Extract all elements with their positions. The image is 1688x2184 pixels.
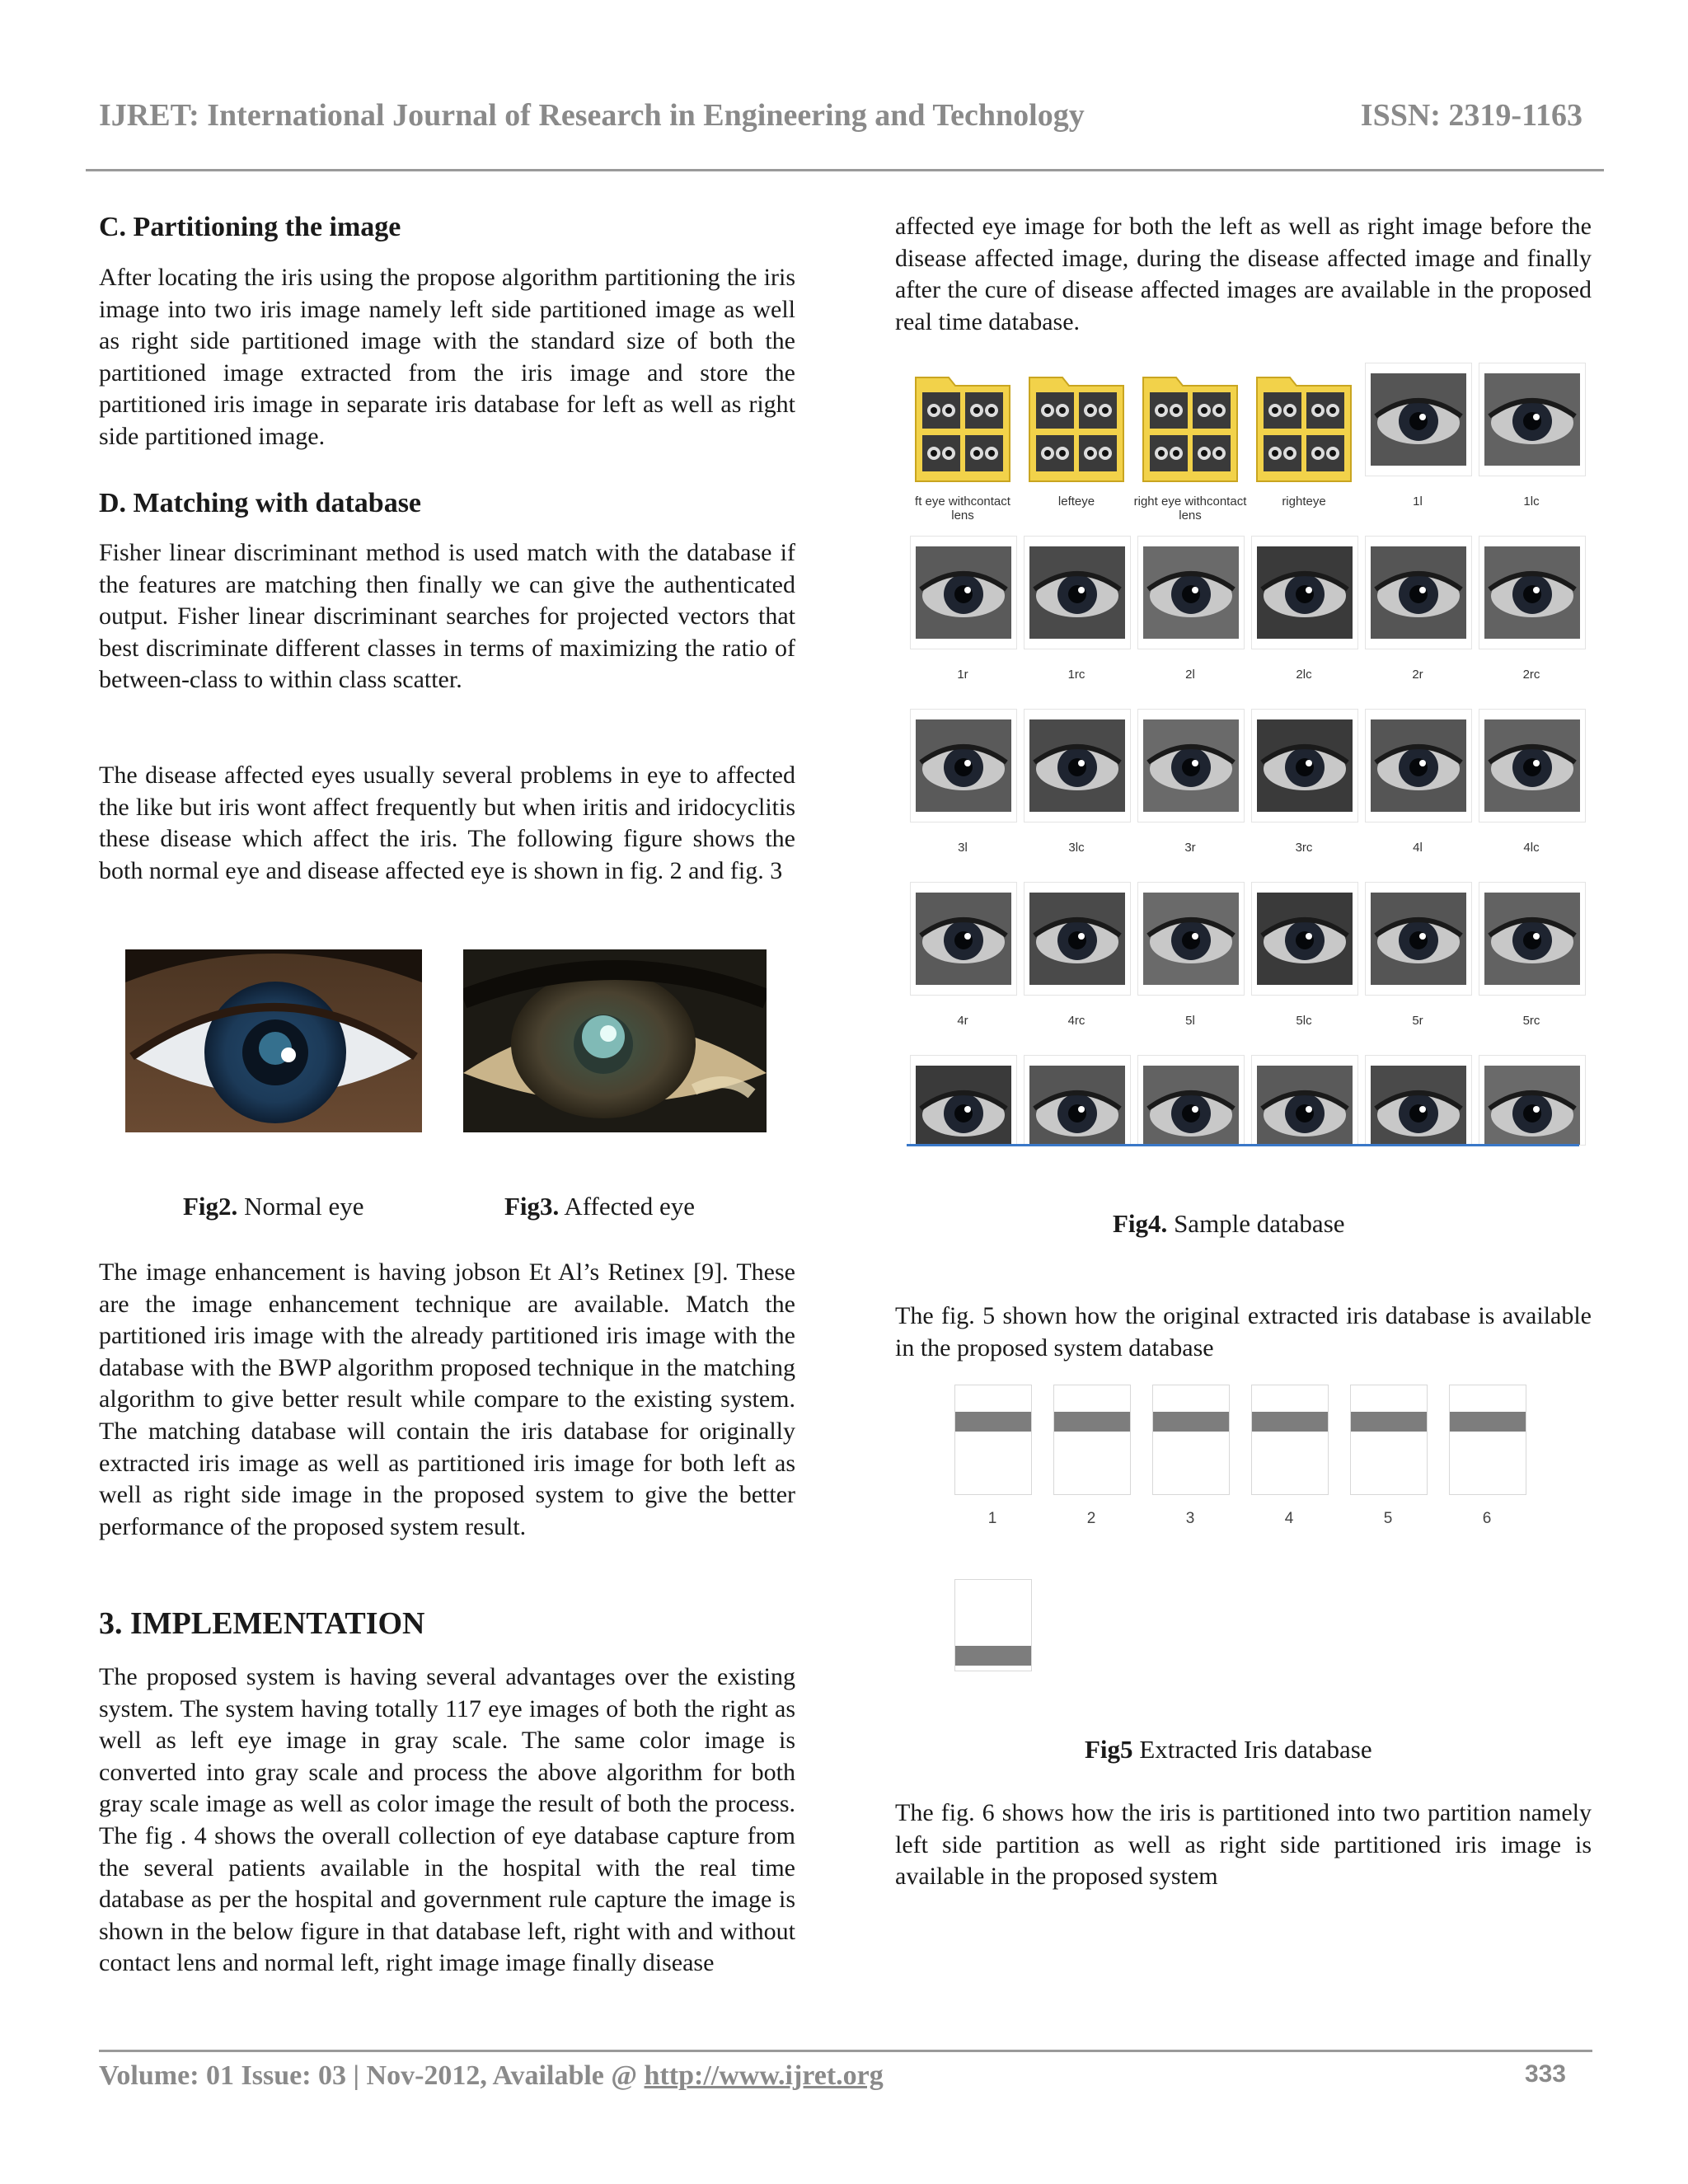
eye-thumbnail[interactable] [1024, 882, 1131, 996]
iris-strip-thumbnail[interactable] [954, 1579, 1032, 1671]
eye-thumbnail[interactable] [1479, 536, 1586, 649]
issn: ISSN: 2319-1163 [1360, 98, 1582, 133]
thumbnail-label: 2lc [1296, 668, 1312, 682]
fig3-caption: Fig3. Affected eye [504, 1192, 695, 1221]
eye-thumbnail[interactable] [910, 709, 1017, 823]
folder-icon[interactable] [914, 369, 1011, 483]
thumbnail-label: 4rc [1067, 1014, 1085, 1028]
iris-strip-label: 3 [1185, 1510, 1195, 1527]
iris-strip-label: 1 [987, 1510, 997, 1527]
iris-strip-thumbnail[interactable] [1251, 1385, 1329, 1495]
continued-paragraph: affected eye image for both the left as well as right image before the disease affected image, during the disease affected image and finally after the cure of disease affected images are available in the proposed real time database. [895, 213, 1592, 335]
eye-thumbnail[interactable] [1479, 1055, 1586, 1146]
fig5-intro-paragraph: The fig. 5 shown how the original extracted iris database is available in the proposed system database [895, 1302, 1592, 1361]
iris-strip-thumbnail[interactable] [954, 1385, 1032, 1495]
sample-database-figure [898, 363, 1587, 1154]
eye-thumbnail[interactable] [910, 882, 1017, 996]
eye-thumbnail[interactable] [1365, 882, 1472, 996]
thumbnail-label: lefteye [1057, 494, 1095, 509]
eye-thumbnail[interactable] [1251, 882, 1358, 996]
eye-thumbnail[interactable] [1024, 1055, 1131, 1146]
thumbnail-label: right eye withcontact lens [1133, 494, 1247, 523]
eye-thumbnail[interactable] [1365, 709, 1472, 823]
normal-eye-photo [125, 949, 422, 1132]
journal-link[interactable]: http://www.ijret.org [644, 2060, 884, 2091]
folder-icon[interactable] [1142, 369, 1239, 483]
thumbnail-label: 3lc [1068, 841, 1085, 855]
eye-thumbnail[interactable] [1024, 536, 1131, 649]
affected-eye-photo [463, 949, 767, 1132]
fig5-caption: Fig5 Extracted Iris database [1085, 1735, 1372, 1764]
eye-thumbnail[interactable] [1137, 536, 1245, 649]
thumbnail-label: 3rc [1295, 841, 1313, 855]
page-number: 333 [1524, 2060, 1566, 2088]
eye-thumbnail[interactable] [910, 1055, 1017, 1146]
thumbnail-label: 4r [957, 1014, 968, 1028]
fig4-baseline [907, 1144, 1579, 1146]
header-rule [86, 169, 1604, 171]
enhancement-paragraph: The image enhancement is having jobson Et Al’s Retinex [9]. These are the image enhancement technique are available. Match the partitioned iris image with the already partitioned iris image with the database with the BWP algorithm proposed technique in the matching algorithm to give better result while compare to the existing system. The matching database will contain the iris database for originally extracted iris image as well as partitioned iris image for both left as well as right side image in the proposed system to give the better performance of the proposed system result. [99, 1258, 795, 1540]
iris-strip-thumbnail[interactable] [1152, 1385, 1230, 1495]
thumbnail-label: 1rc [1067, 668, 1085, 682]
section-d-title: D. Matching with database [99, 488, 422, 518]
thumbnail-label: 5lc [1296, 1014, 1312, 1028]
section-d-paragraph-2: The disease affected eyes usually several problems in eye to affected the like but iris wont affect frequently but when iritis and iridocyclitis these disease which affect the iris. The following figure shows the both normal eye and disease affected eye is shown in fig. 2 and fig. 3 [99, 762, 795, 884]
section-c-title: C. Partitioning the image [99, 212, 401, 242]
thumbnail-label: 5rc [1522, 1014, 1540, 1028]
section-3-title: 3. IMPLEMENTATION [99, 1606, 425, 1641]
extracted-iris-figure [948, 1385, 1541, 1681]
thumbnail-label: 5l [1185, 1014, 1195, 1028]
eye-thumbnail[interactable] [1365, 1055, 1472, 1146]
thumbnail-label: 1r [957, 668, 968, 682]
thumbnail-label: ft eye withcontact lens [915, 494, 1010, 523]
iris-strip-thumbnail[interactable] [1449, 1385, 1526, 1495]
footer [99, 2060, 1566, 2092]
iris-strip-label: 4 [1284, 1510, 1294, 1527]
thumbnail-label: 3l [958, 841, 968, 855]
iris-strip-label: 6 [1482, 1510, 1492, 1527]
eye-thumbnail[interactable] [1365, 363, 1472, 476]
fig4-caption: Fig4. Sample database [1113, 1209, 1345, 1238]
iris-strip-label: 2 [1086, 1510, 1096, 1527]
eye-thumbnail[interactable] [1479, 709, 1586, 823]
eye-thumbnail[interactable] [1137, 1055, 1245, 1146]
thumbnail-label: 4lc [1523, 841, 1540, 855]
eye-thumbnail[interactable] [910, 536, 1017, 649]
eye-thumbnail[interactable] [1251, 1055, 1358, 1146]
fig2-caption: Fig2. Normal eye [183, 1192, 364, 1221]
eye-thumbnail[interactable] [1137, 709, 1245, 823]
thumbnail-label: righteye [1282, 494, 1326, 509]
footer-rule [99, 2050, 1592, 2052]
eye-thumbnail[interactable] [1137, 882, 1245, 996]
eye-thumbnail[interactable] [1251, 536, 1358, 649]
thumbnail-label: 2rc [1522, 668, 1540, 682]
thumbnail-label: 5r [1412, 1014, 1423, 1028]
iris-strip-thumbnail[interactable] [1350, 1385, 1428, 1495]
thumbnail-label: 1l [1413, 494, 1423, 509]
eye-thumbnail[interactable] [1024, 709, 1131, 823]
thumbnail-label: 1lc [1523, 494, 1540, 509]
thumbnail-label: 2r [1412, 668, 1423, 682]
folder-icon[interactable] [1255, 369, 1353, 483]
eye-thumbnail[interactable] [1251, 709, 1358, 823]
thumbnail-label: 2l [1185, 668, 1195, 682]
thumbnail-label: 4l [1413, 841, 1423, 855]
fig6-intro-paragraph: The fig. 6 shows how the iris is partitioned into two partition namely left side partition as well as right side partitioned iris image is available in the proposed system [895, 1799, 1592, 1891]
eye-thumbnail[interactable] [1365, 536, 1472, 649]
eye-thumbnail[interactable] [1479, 882, 1586, 996]
iris-strip-label: 5 [1383, 1510, 1393, 1527]
section-d-paragraph-1: Fisher linear discriminant method is used match with the database if the features are matching then finally we can give the authenticated output. Fisher linear discriminant searches for projected vectors that best discriminate different classes in terms of maximizing the ratio of between-class to within class scatter. [99, 539, 795, 694]
eye-thumbnail[interactable] [1479, 363, 1586, 476]
journal-title: IJRET: International Journal of Research in Engineering and Technology [99, 98, 1085, 133]
section-c-paragraph: After locating the iris using the propose algorithm partitioning the iris image into two iris image namely left side partitioned image as well as right side partitioned image with the standard size of both the partitioned image extracted from the iris image and store the partitioned iris image in separate iris database for left as well as right side partitioned image. [99, 264, 795, 450]
running-header [99, 97, 1582, 134]
footer-volume: Volume: 01 Issue: 03 | Nov-2012, Available @ [99, 2060, 645, 2091]
implementation-paragraph: The proposed system is having several advantages over the existing system. The system having totally 117 eye images of both the right as well as left eye image in gray scale. The same color image is converted into gray scale and process the above algorithm for both gray scale image as well as color image the result of both the process. The fig . 4 shows the overall collection of eye database capture from the several patients available in the hospital with the real time database as per the hospital and government rule capture the image is shown in the below figure in that database left, right with and without contact lens and normal left, right image image finally disease [99, 1663, 795, 1977]
folder-icon[interactable] [1028, 369, 1125, 483]
iris-strip-thumbnail[interactable] [1053, 1385, 1131, 1495]
thumbnail-label: 3r [1184, 841, 1196, 855]
